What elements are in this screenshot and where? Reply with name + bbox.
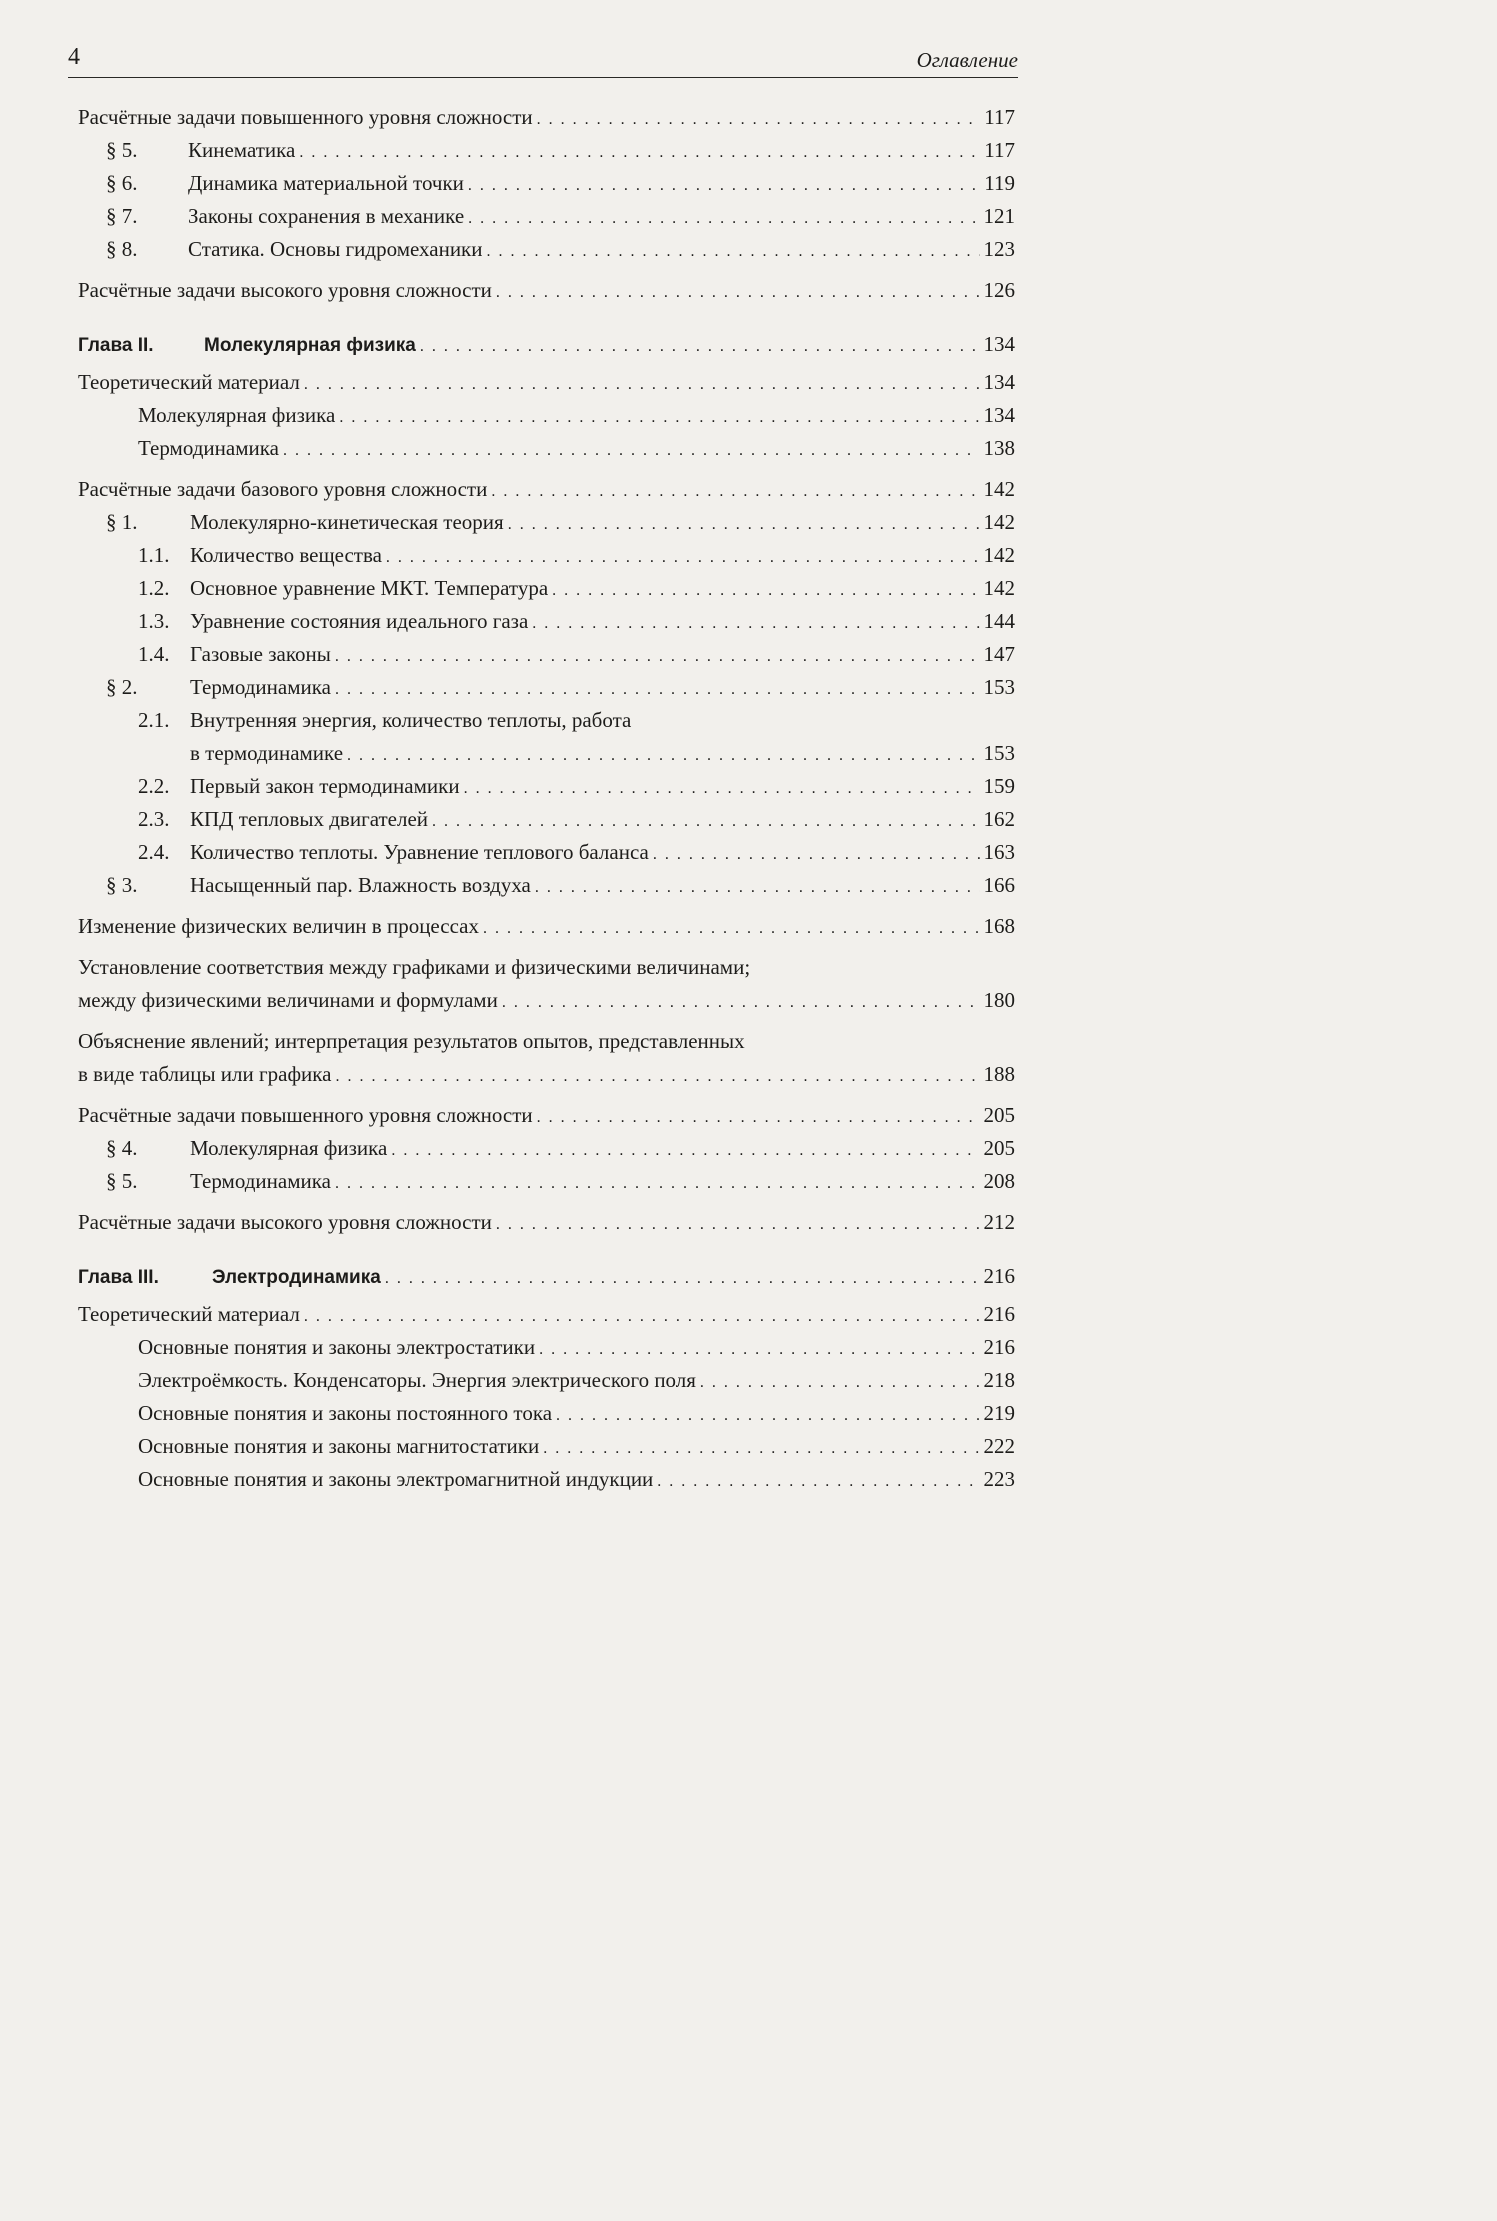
- dot-leader: [464, 776, 980, 802]
- toc-entry-title: Внутренняя энергия, количество теплоты, работа: [190, 708, 632, 732]
- toc-entry: [78, 331, 1015, 357]
- toc-entry-number: Глава II.: [78, 335, 154, 356]
- toc-entry-page: 212: [983, 1210, 1015, 1234]
- dot-leader: [700, 1370, 980, 1396]
- toc-entry-title: Объяснение явлений; интерпретация результатов опытов, представленных: [78, 1029, 745, 1053]
- toc-entry-page: 117: [984, 105, 1015, 129]
- dot-leader: [552, 578, 979, 604]
- toc-entry: [106, 170, 1015, 196]
- toc-entry-page: 142: [983, 510, 1015, 534]
- toc-entry-page: 126: [983, 278, 1015, 302]
- toc-entry-title: Законы сохранения в механике: [188, 204, 465, 228]
- dot-leader: [537, 107, 981, 133]
- toc-entry-page: 123: [983, 237, 1015, 261]
- toc-entry-number: § 7.: [106, 204, 138, 228]
- toc-entry-title: Основные понятия и законы постоянного тока: [138, 1401, 553, 1425]
- toc-entry: [106, 872, 1015, 898]
- toc-entry: [78, 987, 1015, 1013]
- toc-entry-title: Изменение физических величин в процессах: [78, 914, 479, 938]
- toc-entry-page: 119: [984, 171, 1015, 195]
- toc-entry-page: 134: [983, 403, 1015, 427]
- toc-entry: [138, 1400, 1015, 1426]
- toc-entry-page: 163: [983, 840, 1015, 864]
- toc-entry-title: в термодинамике: [190, 741, 344, 765]
- toc-entry-title: Насыщенный пар. Влажность воздуха: [190, 873, 531, 897]
- toc-entry: [78, 277, 1015, 303]
- toc-entry-page: 117: [984, 138, 1015, 162]
- toc-entry-page: 153: [983, 675, 1015, 699]
- toc-entry-page: 138: [983, 436, 1015, 460]
- page-number: 4: [68, 44, 80, 70]
- toc-entry: [78, 1209, 1015, 1235]
- toc-entry-number: § 1.: [106, 510, 138, 534]
- toc-entry: [138, 707, 1015, 733]
- toc-entry: [138, 542, 1015, 568]
- dot-leader: [347, 743, 979, 769]
- dot-leader: [543, 1436, 979, 1462]
- toc-entry-number: § 2.: [106, 675, 138, 699]
- toc-entry-number: 1.3.: [138, 609, 170, 633]
- toc-entry-page: 208: [983, 1169, 1015, 1193]
- toc-entry: [106, 236, 1015, 262]
- toc-entry: [138, 1433, 1015, 1459]
- dot-leader: [420, 334, 980, 360]
- dot-leader: [491, 479, 979, 505]
- toc-entry: [138, 575, 1015, 601]
- toc-entry-title: Установление соответствия между графиками и физическими величинами;: [78, 955, 751, 979]
- dot-leader: [496, 1212, 980, 1238]
- toc-entry: [190, 740, 1015, 766]
- toc-entry-page: 216: [983, 1335, 1015, 1359]
- toc-entry: [78, 1028, 1015, 1054]
- toc-entry-title: Расчётные задачи базового уровня сложности: [78, 477, 488, 501]
- toc-entry-page: 180: [983, 988, 1015, 1012]
- toc-entry: [78, 913, 1015, 939]
- dot-leader: [432, 809, 979, 835]
- toc-entry: [138, 1466, 1015, 1492]
- toc-entry-page: 223: [983, 1467, 1015, 1491]
- toc-entry-number: § 3.: [106, 873, 138, 897]
- toc-entry-page: 144: [983, 609, 1015, 633]
- toc-entry-page: 142: [983, 477, 1015, 501]
- toc-entry-title: Молекулярно-кинетическая теория: [190, 510, 504, 534]
- dot-leader: [539, 1337, 979, 1363]
- toc-entry-title: Основные понятия и законы электростатики: [138, 1335, 536, 1359]
- toc-entry: [138, 839, 1015, 865]
- toc-entry-title: КПД тепловых двигателей: [190, 807, 429, 831]
- toc-entry: [138, 1367, 1015, 1393]
- toc-entry-title: Электроёмкость. Конденсаторы. Энергия электрического поля: [138, 1368, 696, 1392]
- toc-entry-page: 216: [983, 1264, 1015, 1288]
- dot-leader: [468, 206, 979, 232]
- toc-entry-number: § 6.: [106, 171, 138, 195]
- dot-leader: [385, 1266, 980, 1292]
- toc-entry-title: Газовые законы: [190, 642, 331, 666]
- toc-entry: [138, 773, 1015, 799]
- toc-entry-title: в виде таблицы или графика: [78, 1062, 332, 1086]
- toc-entry-title: Расчётные задачи повышенного уровня сложности: [78, 105, 533, 129]
- toc-entry-page: 222: [983, 1434, 1015, 1458]
- dot-leader: [386, 545, 980, 571]
- toc-entry: [78, 1102, 1015, 1128]
- toc-entry-page: 205: [983, 1136, 1015, 1160]
- toc-entry-title: между физическими величинами и формулами: [78, 988, 498, 1012]
- toc-entry: [106, 203, 1015, 229]
- toc-entry: [106, 674, 1015, 700]
- toc-entry-title: Основное уравнение МКТ. Температура: [190, 576, 549, 600]
- toc-entry-number: § 5.: [106, 138, 138, 162]
- toc-entry: [78, 954, 1015, 980]
- book-page: [0, 0, 1057, 1568]
- toc-entry: [138, 806, 1015, 832]
- dot-leader: [653, 842, 980, 868]
- dot-leader: [487, 239, 980, 265]
- toc-entry-title: Статика. Основы гидромеханики: [188, 237, 483, 261]
- toc-entry-page: 168: [983, 914, 1015, 938]
- dot-leader: [283, 438, 980, 464]
- toc-entry-number: Глава III.: [78, 1267, 159, 1288]
- toc-entry: [78, 1263, 1015, 1289]
- dot-leader: [483, 916, 980, 942]
- dot-leader: [537, 1105, 980, 1131]
- toc-entry: [106, 137, 1015, 163]
- toc-entry-page: 205: [983, 1103, 1015, 1127]
- toc-entry-page: 216: [983, 1302, 1015, 1326]
- toc-entry-title: Количество теплоты. Уравнение теплового баланса: [190, 840, 649, 864]
- toc-entry: [78, 369, 1015, 395]
- dot-leader: [657, 1469, 979, 1495]
- toc-entry-page: 142: [983, 543, 1015, 567]
- toc-entry-title: Термодинамика: [138, 436, 279, 460]
- toc-entry: [106, 1168, 1015, 1194]
- dot-leader: [335, 644, 980, 670]
- toc-entry-number: 2.3.: [138, 807, 170, 831]
- toc-entry-page: 219: [983, 1401, 1015, 1425]
- toc-entry-page: 121: [983, 204, 1015, 228]
- toc-entry: [138, 641, 1015, 667]
- dot-leader: [304, 372, 980, 398]
- toc-entry-title: Основные понятия и законы электромагнитной индукции: [138, 1467, 654, 1491]
- dot-leader: [335, 1171, 980, 1197]
- toc-entry-title: Основные понятия и законы магнитостатики: [138, 1434, 540, 1458]
- dot-leader: [299, 140, 980, 166]
- toc-entry-page: 162: [983, 807, 1015, 831]
- toc-entry-number: 2.2.: [138, 774, 170, 798]
- dot-leader: [508, 512, 980, 538]
- toc-entry-title: Электродинамика: [212, 1267, 381, 1288]
- toc-entry-title: Уравнение состояния идеального газа: [190, 609, 529, 633]
- toc-entry-title: Количество вещества: [190, 543, 382, 567]
- toc-entry-title: Расчётные задачи высокого уровня сложности: [78, 278, 492, 302]
- toc-entry-page: 147: [983, 642, 1015, 666]
- toc-entry-page: 142: [983, 576, 1015, 600]
- dot-leader: [339, 405, 979, 431]
- toc-entry: [138, 1334, 1015, 1360]
- toc-entry-page: 153: [983, 741, 1015, 765]
- dot-leader: [336, 1064, 980, 1090]
- toc-entry-title: Термодинамика: [190, 1169, 331, 1193]
- toc-entry: [78, 104, 1015, 130]
- toc-entry-page: 159: [983, 774, 1015, 798]
- toc-entry-page: 218: [983, 1368, 1015, 1392]
- toc-entry: [138, 435, 1015, 461]
- toc-entry-number: § 8.: [106, 237, 138, 261]
- running-title: Оглавление: [916, 48, 1018, 72]
- toc-entry-title: Динамика материальной точки: [188, 171, 464, 195]
- dot-leader: [502, 990, 980, 1016]
- toc-entry-number: § 5.: [106, 1169, 138, 1193]
- toc-entry-title: Термодинамика: [190, 675, 331, 699]
- toc-entry: [78, 476, 1015, 502]
- toc-entry-number: 1.4.: [138, 642, 170, 666]
- toc-entry: [106, 1135, 1015, 1161]
- toc-entry-page: 188: [983, 1062, 1015, 1086]
- toc-entry-number: 1.1.: [138, 543, 170, 567]
- toc-entry-title: Теоретический материал: [78, 1302, 300, 1326]
- toc-entry-title: Расчётные задачи повышенного уровня сложности: [78, 1103, 533, 1127]
- toc-entry-page: 134: [983, 332, 1015, 356]
- toc-entry: [78, 1301, 1015, 1327]
- toc-entry-title: Молекулярная физика: [138, 403, 336, 427]
- dot-leader: [304, 1304, 980, 1330]
- toc-entry: [106, 509, 1015, 535]
- dot-leader: [532, 611, 979, 637]
- toc-entry-page: 134: [983, 370, 1015, 394]
- toc-entry-number: 1.2.: [138, 576, 170, 600]
- table-of-contents: [0, 0, 1057, 1568]
- dot-leader: [391, 1138, 979, 1164]
- toc-entry: [138, 402, 1015, 428]
- toc-entry-title: Первый закон термодинамики: [190, 774, 460, 798]
- toc-entry-number: 2.4.: [138, 840, 170, 864]
- dot-leader: [496, 280, 980, 306]
- toc-entry: [78, 1061, 1015, 1087]
- toc-entry-title: Молекулярная физика: [190, 1136, 388, 1160]
- toc-entry-title: Кинематика: [188, 138, 296, 162]
- toc-entry-title: Расчётные задачи высокого уровня сложности: [78, 1210, 492, 1234]
- toc-entry: [138, 608, 1015, 634]
- toc-entry-title: Теоретический материал: [78, 370, 300, 394]
- toc-entry-number: 2.1.: [138, 708, 170, 732]
- dot-leader: [556, 1403, 979, 1429]
- dot-leader: [535, 875, 980, 901]
- toc-entry-page: 166: [983, 873, 1015, 897]
- dot-leader: [335, 677, 980, 703]
- toc-entry-number: § 4.: [106, 1136, 138, 1160]
- toc-entry-title: Молекулярная физика: [204, 335, 416, 356]
- dot-leader: [468, 173, 980, 199]
